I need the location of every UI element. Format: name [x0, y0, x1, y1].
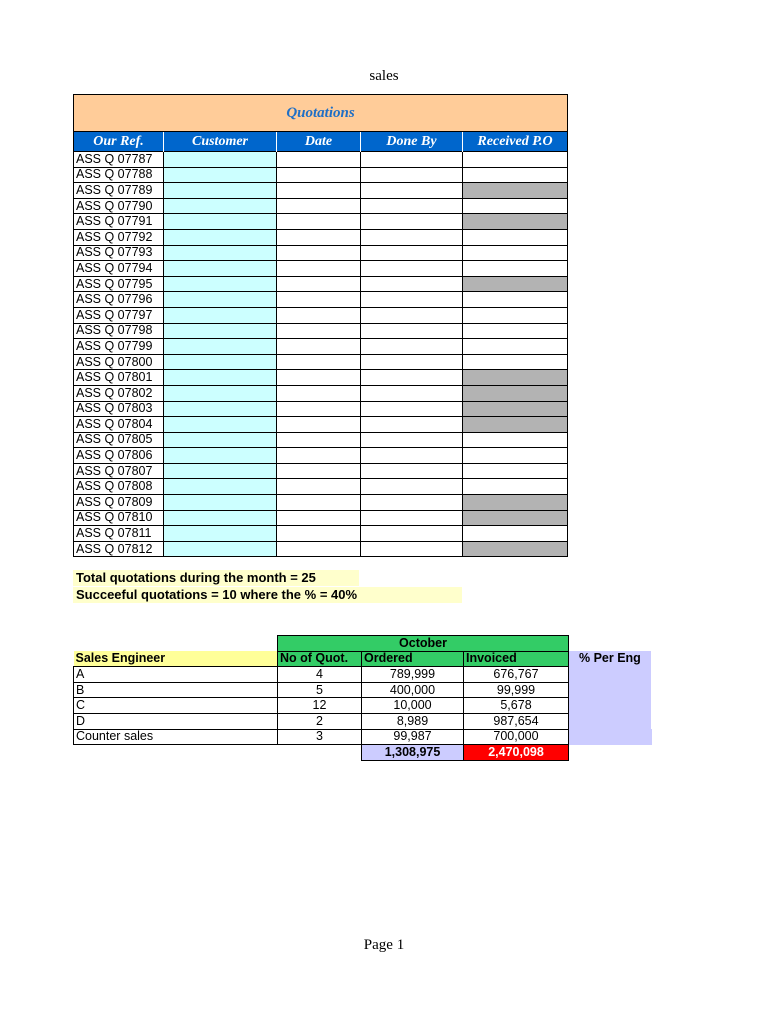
our-ref-cell: ASS Q 07798	[74, 323, 164, 339]
quotation-row	[74, 541, 568, 557]
our-ref-cell: ASS Q 07791	[74, 214, 164, 230]
customer-cell	[164, 541, 277, 557]
done-by-cell	[361, 495, 463, 511]
quotation-row	[74, 448, 568, 464]
customer-cell	[164, 292, 277, 308]
done-by-cell	[361, 448, 463, 464]
invoiced-cell: 99,999	[464, 682, 569, 698]
our-ref-cell: ASS Q 07807	[74, 463, 164, 479]
done-by-cell	[361, 152, 463, 168]
done-by-cell	[361, 526, 463, 542]
our-ref-cell: ASS Q 07811	[74, 526, 164, 542]
customer-cell	[164, 370, 277, 386]
done-by-cell	[361, 245, 463, 261]
engineer-cell: Counter sales	[74, 729, 278, 745]
customer-cell	[164, 479, 277, 495]
date-cell	[277, 432, 361, 448]
engineer-cell: C	[74, 698, 278, 714]
done-by-cell	[361, 510, 463, 526]
received-po-cell	[463, 354, 568, 370]
date-cell	[277, 276, 361, 292]
our-ref-cell: ASS Q 07787	[74, 152, 164, 168]
column-header-our-ref: Our Ref.	[74, 132, 164, 152]
month-row	[74, 636, 652, 652]
quotes-cell: 5	[278, 682, 362, 698]
customer-cell	[164, 276, 277, 292]
date-cell	[277, 229, 361, 245]
our-ref-cell: ASS Q 07803	[74, 401, 164, 417]
ordered-total: 1,308,975	[362, 745, 464, 761]
done-by-cell	[361, 276, 463, 292]
column-header-received-po: Received P.O	[463, 132, 568, 152]
done-by-cell	[361, 323, 463, 339]
received-po-cell	[463, 339, 568, 355]
date-cell	[277, 526, 361, 542]
our-ref-cell: ASS Q 07809	[74, 495, 164, 511]
received-po-cell	[463, 541, 568, 557]
our-ref-cell: ASS Q 07810	[74, 510, 164, 526]
customer-cell	[164, 214, 277, 230]
quotations-header-row	[74, 132, 568, 152]
quotation-row	[74, 526, 568, 542]
column-header-done-by: Done By	[361, 132, 463, 152]
done-by-cell	[361, 292, 463, 308]
quotation-row	[74, 432, 568, 448]
percent-per-eng-cell	[569, 682, 652, 698]
done-by-cell	[361, 261, 463, 277]
customer-cell	[164, 245, 277, 261]
received-po-cell	[463, 245, 568, 261]
date-cell	[277, 463, 361, 479]
ordered-cell: 10,000	[362, 698, 464, 714]
done-by-cell	[361, 541, 463, 557]
sales-row	[74, 698, 652, 714]
quotes-cell: 2	[278, 713, 362, 729]
date-cell	[277, 479, 361, 495]
quotation-row	[74, 167, 568, 183]
our-ref-cell: ASS Q 07795	[74, 276, 164, 292]
quotes-cell: 3	[278, 729, 362, 745]
our-ref-cell: ASS Q 07797	[74, 307, 164, 323]
sales-row	[74, 667, 652, 683]
date-cell	[277, 245, 361, 261]
received-po-cell	[463, 292, 568, 308]
received-po-cell	[463, 152, 568, 168]
date-cell	[277, 339, 361, 355]
date-cell	[277, 152, 361, 168]
sales-header-row	[74, 651, 652, 667]
done-by-cell	[361, 198, 463, 214]
our-ref-cell: ASS Q 07792	[74, 229, 164, 245]
done-by-cell	[361, 401, 463, 417]
date-cell	[277, 354, 361, 370]
done-by-cell	[361, 385, 463, 401]
column-header-sales-engineer: Sales Engineer	[74, 651, 278, 667]
quotation-row	[74, 510, 568, 526]
received-po-cell	[463, 495, 568, 511]
our-ref-cell: ASS Q 07808	[74, 479, 164, 495]
quotation-row	[74, 401, 568, 417]
our-ref-cell: ASS Q 07801	[74, 370, 164, 386]
customer-cell	[164, 167, 277, 183]
quotation-row	[74, 198, 568, 214]
received-po-cell	[463, 401, 568, 417]
percent-per-eng-cell	[569, 698, 652, 714]
page-footer: Page 1	[363, 937, 405, 953]
customer-cell	[164, 354, 277, 370]
date-cell	[277, 307, 361, 323]
done-by-cell	[361, 339, 463, 355]
date-cell	[277, 401, 361, 417]
done-by-cell	[361, 214, 463, 230]
date-cell	[277, 495, 361, 511]
quotation-row	[74, 354, 568, 370]
received-po-cell	[463, 198, 568, 214]
quotation-row	[74, 370, 568, 386]
customer-cell	[164, 339, 277, 355]
quotation-row	[74, 214, 568, 230]
column-header-customer: Customer	[164, 132, 277, 152]
our-ref-cell: ASS Q 07796	[74, 292, 164, 308]
customer-cell	[164, 261, 277, 277]
date-cell	[277, 183, 361, 199]
customer-cell	[164, 510, 277, 526]
quotation-row	[74, 339, 568, 355]
our-ref-cell: ASS Q 07790	[74, 198, 164, 214]
quotation-row	[74, 385, 568, 401]
our-ref-cell: ASS Q 07794	[74, 261, 164, 277]
received-po-cell	[463, 370, 568, 386]
done-by-cell	[361, 167, 463, 183]
customer-cell	[164, 463, 277, 479]
successful-quotations-line: Succeeful quotations = 10 where the % = 40%	[73, 587, 462, 603]
quotation-row	[74, 245, 568, 261]
customer-cell	[164, 183, 277, 199]
our-ref-cell: ASS Q 07788	[74, 167, 164, 183]
received-po-cell	[463, 183, 568, 199]
invoiced-total: 2,470,098	[464, 745, 569, 761]
percent-per-eng-cell	[569, 667, 652, 683]
received-po-cell	[463, 214, 568, 230]
customer-cell	[164, 307, 277, 323]
our-ref-cell: ASS Q 07802	[74, 385, 164, 401]
done-by-cell	[361, 370, 463, 386]
percent-per-eng-cell	[569, 713, 652, 729]
quotation-row	[74, 479, 568, 495]
date-cell	[277, 541, 361, 557]
our-ref-cell: ASS Q 07799	[74, 339, 164, 355]
totals-spacer	[278, 745, 362, 761]
sales-row	[74, 682, 652, 698]
sales-table	[73, 635, 652, 761]
our-ref-cell: ASS Q 07800	[74, 354, 164, 370]
customer-cell	[164, 401, 277, 417]
done-by-cell	[361, 479, 463, 495]
our-ref-cell: ASS Q 07789	[74, 183, 164, 199]
quotation-row	[74, 276, 568, 292]
our-ref-cell: ASS Q 07812	[74, 541, 164, 557]
done-by-cell	[361, 307, 463, 323]
customer-cell	[164, 152, 277, 168]
customer-cell	[164, 198, 277, 214]
received-po-cell	[463, 229, 568, 245]
customer-cell	[164, 323, 277, 339]
date-cell	[277, 417, 361, 433]
date-cell	[277, 323, 361, 339]
received-po-cell	[463, 448, 568, 464]
totals-spacer	[569, 745, 652, 761]
date-cell	[277, 198, 361, 214]
ordered-cell: 8,989	[362, 713, 464, 729]
invoiced-cell: 987,654	[464, 713, 569, 729]
engineer-cell: D	[74, 713, 278, 729]
received-po-cell	[463, 510, 568, 526]
quotations-title: Quotations	[73, 94, 568, 132]
quotation-row	[74, 463, 568, 479]
sales-row	[74, 729, 652, 745]
engineer-cell: B	[74, 682, 278, 698]
quotation-row	[74, 417, 568, 433]
invoiced-cell: 5,678	[464, 698, 569, 714]
date-cell	[277, 292, 361, 308]
done-by-cell	[361, 183, 463, 199]
quotes-cell: 12	[278, 698, 362, 714]
our-ref-cell: ASS Q 07806	[74, 448, 164, 464]
percent-per-eng-cell	[569, 729, 652, 745]
done-by-cell	[361, 432, 463, 448]
quotations-table	[73, 131, 568, 557]
month-header: October	[278, 636, 569, 652]
date-cell	[277, 261, 361, 277]
quotes-cell: 4	[278, 667, 362, 683]
ordered-cell: 99,987	[362, 729, 464, 745]
customer-cell	[164, 495, 277, 511]
received-po-cell	[463, 417, 568, 433]
our-ref-cell: ASS Q 07804	[74, 417, 164, 433]
customer-cell	[164, 229, 277, 245]
quotation-row	[74, 307, 568, 323]
quotation-row	[74, 323, 568, 339]
quotation-row	[74, 292, 568, 308]
page-header: sales	[369, 68, 399, 84]
date-cell	[277, 448, 361, 464]
received-po-cell	[463, 307, 568, 323]
received-po-cell	[463, 276, 568, 292]
done-by-cell	[361, 463, 463, 479]
sales-row	[74, 713, 652, 729]
received-po-cell	[463, 463, 568, 479]
customer-cell	[164, 385, 277, 401]
received-po-cell	[463, 323, 568, 339]
date-cell	[277, 510, 361, 526]
received-po-cell	[463, 526, 568, 542]
ordered-cell: 400,000	[362, 682, 464, 698]
column-header-percent-per-eng: % Per Eng	[569, 651, 652, 667]
received-po-cell	[463, 432, 568, 448]
done-by-cell	[361, 354, 463, 370]
done-by-cell	[361, 229, 463, 245]
quotation-row	[74, 261, 568, 277]
customer-cell	[164, 417, 277, 433]
received-po-cell	[463, 261, 568, 277]
our-ref-cell: ASS Q 07805	[74, 432, 164, 448]
date-cell	[277, 214, 361, 230]
ordered-cell: 789,999	[362, 667, 464, 683]
quotation-row	[74, 495, 568, 511]
invoiced-cell: 700,000	[464, 729, 569, 745]
quotation-row	[74, 183, 568, 199]
engineer-cell: A	[74, 667, 278, 683]
received-po-cell	[463, 167, 568, 183]
date-cell	[277, 385, 361, 401]
customer-cell	[164, 448, 277, 464]
done-by-cell	[361, 417, 463, 433]
invoiced-cell: 676,767	[464, 667, 569, 683]
column-header-no-of-quot: No of Quot.	[278, 651, 362, 667]
column-header-ordered: Ordered	[362, 651, 464, 667]
received-po-cell	[463, 385, 568, 401]
totals-row	[74, 745, 652, 761]
customer-cell	[164, 526, 277, 542]
column-header-date: Date	[277, 132, 361, 152]
quotation-row	[74, 152, 568, 168]
column-header-invoiced: Invoiced	[464, 651, 569, 667]
date-cell	[277, 167, 361, 183]
totals-spacer	[74, 745, 278, 761]
customer-cell	[164, 432, 277, 448]
date-cell	[277, 370, 361, 386]
total-quotations-line: Total quotations during the month = 25	[73, 570, 359, 586]
quotation-row	[74, 229, 568, 245]
received-po-cell	[463, 479, 568, 495]
our-ref-cell: ASS Q 07793	[74, 245, 164, 261]
